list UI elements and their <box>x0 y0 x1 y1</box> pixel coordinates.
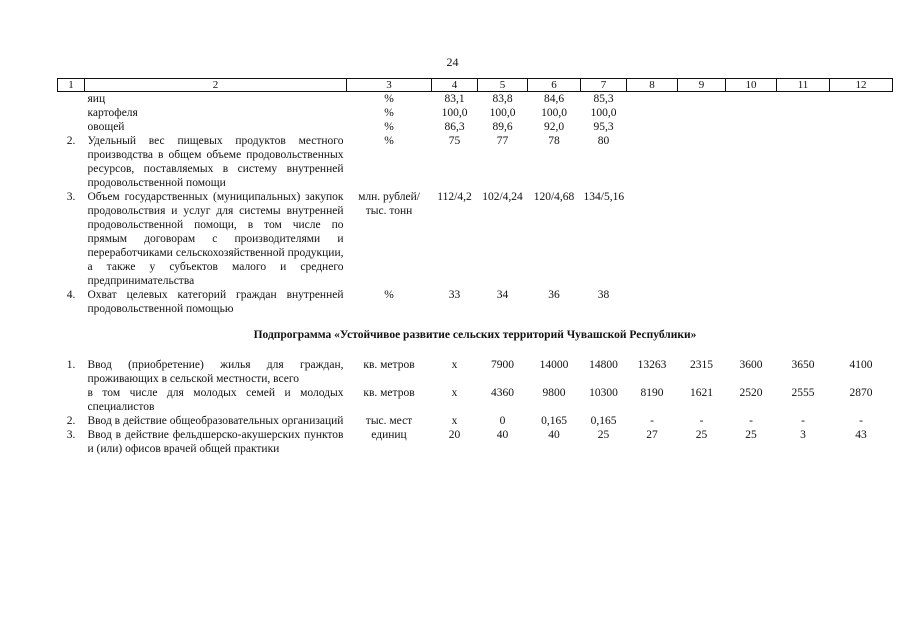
value-cell: 25 <box>597 429 610 441</box>
value-cell <box>830 134 893 190</box>
value-cell <box>678 190 726 288</box>
value-cell: 85,3 <box>593 93 614 105</box>
indicators-table <box>57 78 893 456</box>
indicator-name: Ввод (приобретение) жилья для граждан, проживающих в сельской местности, всего <box>87 359 344 385</box>
row-index <box>58 106 85 120</box>
table-row <box>58 106 893 120</box>
unit-cell: % <box>384 135 394 147</box>
value-cell <box>627 92 678 107</box>
value-cell <box>830 288 893 316</box>
value-cell: 9800 <box>542 387 566 399</box>
indicator-name: Ввод в действие общеобразовательных организаций <box>87 415 344 427</box>
column-header: 12 <box>830 79 893 92</box>
value-cell <box>678 134 726 190</box>
subprogram-section <box>58 316 893 358</box>
value-cell <box>777 190 830 288</box>
unit-cell: кв. метров <box>363 387 415 399</box>
value-cell: 2870 <box>849 387 873 399</box>
column-header: 6 <box>528 79 581 92</box>
value-cell <box>726 92 777 107</box>
page-number: 24 <box>446 55 459 69</box>
value-cell <box>726 288 777 316</box>
value-cell <box>830 92 893 107</box>
value-cell <box>627 120 678 134</box>
value-cell <box>678 120 726 134</box>
table-row <box>58 414 893 428</box>
indicator-name: яиц <box>87 93 106 105</box>
value-cell <box>777 120 830 134</box>
column-header: 2 <box>85 79 347 92</box>
value-cell: 4100 <box>849 359 873 371</box>
indicator-name: картофеля <box>87 107 138 119</box>
value-cell <box>726 120 777 134</box>
value-cell <box>830 120 893 134</box>
column-number-row <box>58 79 893 92</box>
value-cell: 89,6 <box>492 121 513 133</box>
table-row <box>58 386 893 414</box>
value-cell: 13263 <box>637 359 667 371</box>
unit-cell: млн. рублей/тыс. тонн <box>358 191 420 217</box>
value-cell <box>777 134 830 190</box>
value-cell: 0,165 <box>541 415 567 427</box>
value-cell: х <box>451 387 458 399</box>
indicator-name: в том числе для молодых семей и молодых специалистов <box>87 387 344 413</box>
value-cell: 8190 <box>640 387 664 399</box>
table-row <box>58 120 893 134</box>
value-cell: 3 <box>800 429 806 441</box>
value-cell <box>627 106 678 120</box>
value-cell: 10300 <box>589 387 618 399</box>
row-index <box>58 120 85 134</box>
unit-cell: % <box>384 107 394 119</box>
value-cell: 3600 <box>739 359 763 371</box>
row-index <box>58 386 85 414</box>
value-cell <box>777 288 830 316</box>
value-cell <box>777 106 830 120</box>
value-cell <box>726 190 777 288</box>
value-cell <box>726 134 777 190</box>
value-cell: х <box>451 359 458 371</box>
value-cell: 20 <box>448 429 461 441</box>
table-body-bottom <box>58 358 893 456</box>
value-cell <box>777 92 830 107</box>
value-cell: 100,0 <box>489 107 516 119</box>
table-row <box>58 190 893 288</box>
value-cell: 95,3 <box>593 121 614 133</box>
unit-cell: кв. метров <box>363 359 415 371</box>
column-header: 10 <box>726 79 777 92</box>
value-cell: - <box>650 415 654 427</box>
value-cell: 83,1 <box>444 93 465 105</box>
value-cell: 27 <box>646 429 658 441</box>
unit-cell: % <box>384 93 394 105</box>
row-index <box>58 92 85 107</box>
unit-cell: единиц <box>371 429 407 441</box>
value-cell: х <box>451 415 458 427</box>
value-cell: 2555 <box>791 387 815 399</box>
value-cell: - <box>699 415 704 427</box>
row-index: 2. <box>66 135 76 147</box>
value-cell <box>627 134 678 190</box>
row-index: 1. <box>66 359 76 371</box>
indicator-name: Удельный вес пищевых продуктов местного производства в общем объеме продовольственных ресурсов, поставляемых в систему внутренней продовольственной помощи <box>87 135 344 189</box>
subprogram-heading: Подпрограмма «Устойчивое развитие сельских территорий Чувашской Республики» <box>253 329 697 341</box>
column-header: 9 <box>678 79 726 92</box>
column-header: 5 <box>478 79 528 92</box>
value-cell: 14000 <box>539 359 569 371</box>
value-cell: 134/5,16 <box>583 191 625 203</box>
value-cell: 86,3 <box>444 121 465 133</box>
value-cell: 3650 <box>791 359 815 371</box>
value-cell <box>678 106 726 120</box>
column-header: 8 <box>627 79 678 92</box>
value-cell: 4360 <box>491 387 514 399</box>
column-header: 11 <box>777 79 830 92</box>
value-cell: 77 <box>496 135 509 147</box>
value-cell: 43 <box>855 429 867 441</box>
value-cell: - <box>749 415 753 427</box>
table-row <box>58 134 893 190</box>
value-cell: 0,165 <box>590 415 617 427</box>
row-index: 4. <box>66 289 76 301</box>
indicator-name: Охват целевых категорий граждан внутренней продовольственной помощью <box>87 289 344 315</box>
indicator-name: овощей <box>87 121 125 133</box>
value-cell: 0 <box>499 415 506 427</box>
column-header: 1 <box>58 79 85 92</box>
value-cell: 112/4,2 <box>437 191 472 203</box>
value-cell <box>678 92 726 107</box>
value-cell: 92,0 <box>543 121 565 133</box>
value-cell: - <box>801 415 805 427</box>
table-body-top <box>58 92 893 317</box>
value-cell: 100,0 <box>590 107 617 119</box>
value-cell: 40 <box>496 429 509 441</box>
row-index: 3. <box>66 191 76 203</box>
table-row <box>58 92 893 107</box>
value-cell <box>830 190 893 288</box>
value-cell: 75 <box>448 135 461 147</box>
row-index: 2. <box>66 415 76 427</box>
value-cell: 83,8 <box>492 93 513 105</box>
value-cell: 84,6 <box>543 93 565 105</box>
value-cell <box>726 106 777 120</box>
value-cell: 36 <box>548 289 560 301</box>
value-cell: 25 <box>745 429 757 441</box>
value-cell: 33 <box>448 289 461 301</box>
column-header: 7 <box>581 79 627 92</box>
value-cell: 38 <box>597 289 610 301</box>
value-cell: 80 <box>597 135 610 147</box>
indicator-name: Объем государственных (муниципальных) закупок продовольствия и услуг для системы внутренней продовольственной помощи, в том числе по прямым договорам с производителями и переработчиками сельскохозяйственной продукции, а также у субъектов малого и среднего предпринимательства <box>87 191 344 287</box>
row-index: 3. <box>66 429 76 441</box>
column-header: 4 <box>432 79 478 92</box>
value-cell <box>678 288 726 316</box>
indicator-name: Ввод в действие фельдшерско-акушерских пунктов и (или) офисов врачей общей практики <box>87 429 344 455</box>
unit-cell: % <box>384 121 394 133</box>
unit-cell: тыс. мест <box>365 415 413 427</box>
value-cell: 34 <box>496 289 509 301</box>
value-cell: 1621 <box>690 387 713 399</box>
value-cell: 7900 <box>491 359 514 371</box>
unit-cell: % <box>384 289 394 301</box>
value-cell: 78 <box>548 135 560 147</box>
table-row <box>58 288 893 316</box>
value-cell: - <box>859 415 863 427</box>
value-cell: 100,0 <box>541 107 567 119</box>
value-cell: 100,0 <box>441 107 468 119</box>
subprogram-row <box>58 316 893 358</box>
value-cell: 40 <box>548 429 560 441</box>
value-cell: 102/4,24 <box>482 191 523 203</box>
table-row <box>58 358 893 386</box>
column-header: 3 <box>347 79 432 92</box>
value-cell: 2315 <box>690 359 713 371</box>
table-row <box>58 428 893 456</box>
value-cell: 120/4,68 <box>533 191 575 203</box>
value-cell: 14800 <box>589 359 618 371</box>
value-cell <box>627 190 678 288</box>
value-cell <box>830 106 893 120</box>
value-cell: 2520 <box>739 387 763 399</box>
value-cell: 25 <box>695 429 708 441</box>
value-cell <box>627 288 678 316</box>
